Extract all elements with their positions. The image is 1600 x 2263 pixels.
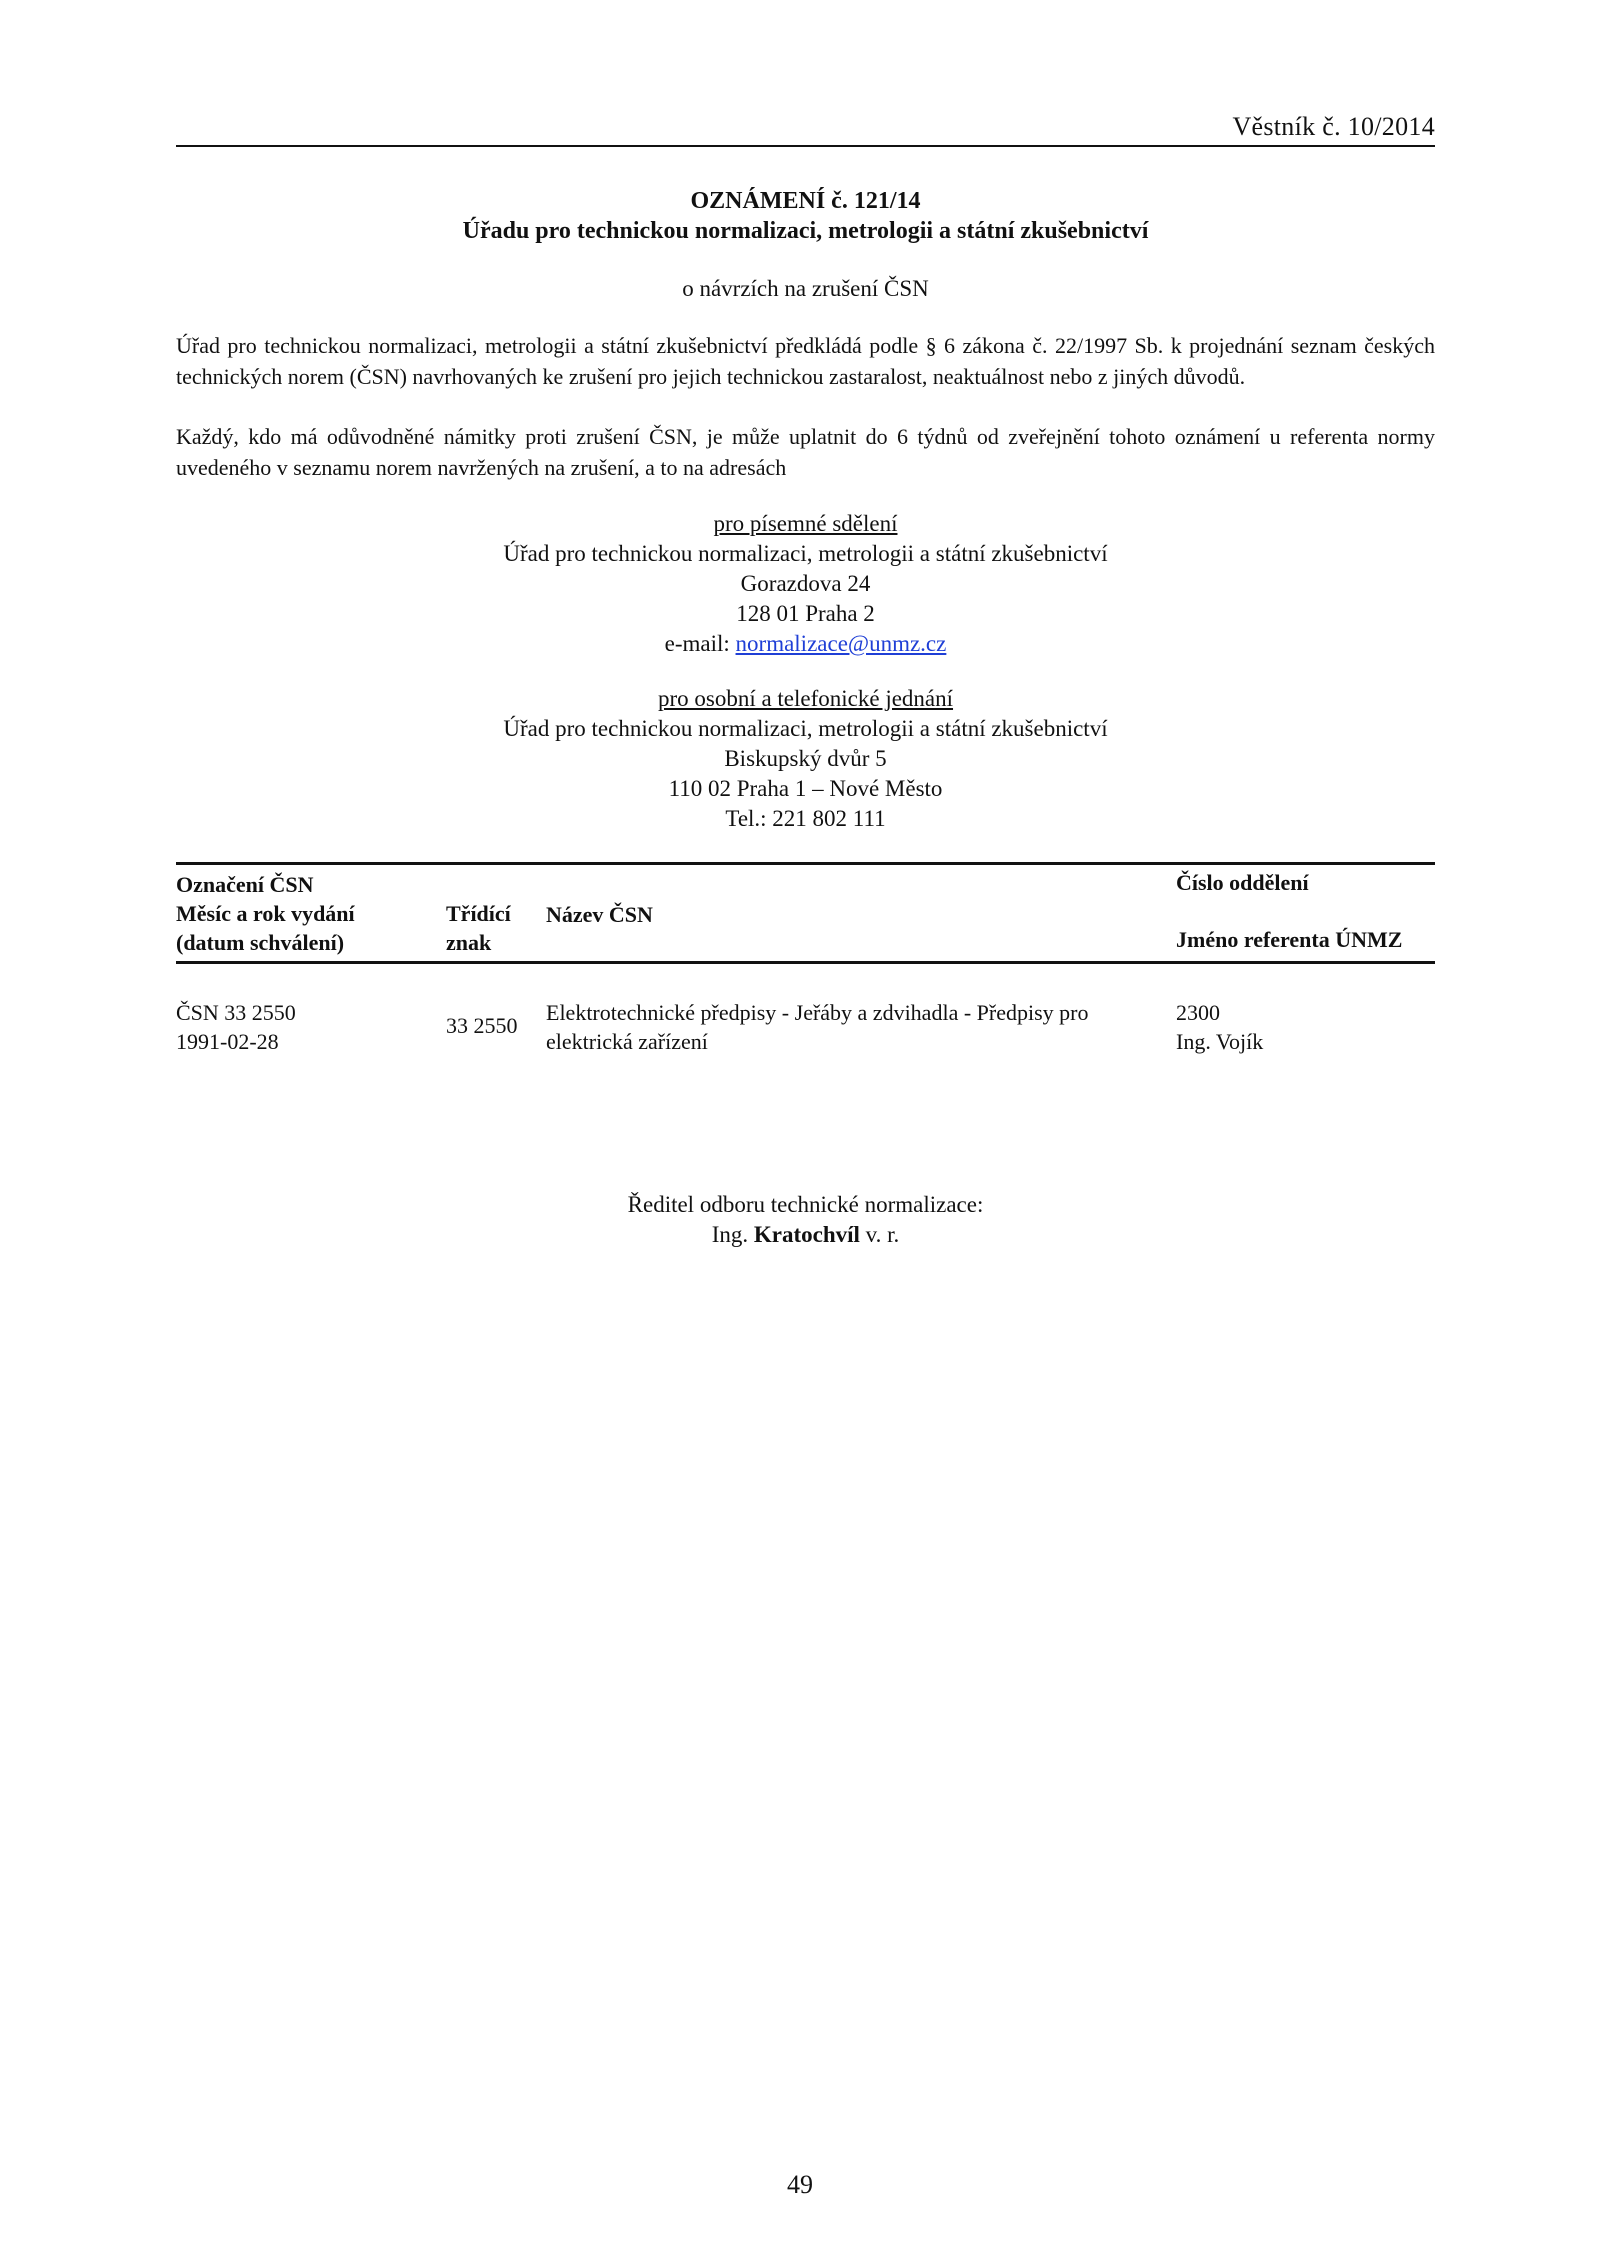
announcement-subject: o návrzích na zrušení ČSN	[682, 276, 929, 301]
header-rule	[176, 145, 1435, 147]
standards-table	[176, 862, 1435, 1074]
signature-block	[176, 1190, 1435, 1250]
header-class-code	[446, 899, 511, 957]
address-personal	[176, 684, 1435, 834]
address-written-city: 128 01 Praha 2	[736, 601, 875, 626]
address-written	[176, 509, 1435, 659]
email-link[interactable]: normalizace@unmz.cz	[735, 631, 947, 656]
intro-paragraph: Úřad pro technickou normalizaci, metrologii a státní zkušebnictví předkládá podle § 6 zákona č. 22/1997 Sb. k projednání seznam českých technických norem (ČSN) navrhovaných ke zrušení pro jejich technickou zastaralost, neaktuálnost nebo z jiných důvodů.	[176, 333, 1435, 389]
row-referent: Ing. Vojík	[1176, 1029, 1264, 1054]
header-designation	[176, 870, 355, 957]
header-approval-date-label: (datum schválení)	[176, 930, 345, 955]
address-personal-heading: pro osobní a telefonické jednání	[657, 686, 954, 711]
header-referent: Jméno referenta ÚNMZ	[1176, 927, 1403, 952]
signature-name-line	[176, 1220, 1435, 1250]
signature-prefix: Ing.	[711, 1222, 754, 1247]
address-written-org: Úřad pro technickou normalizaci, metrologii a státní zkušebnictví	[503, 541, 1108, 566]
signature-title: Ředitel odboru technické normalizace:	[627, 1192, 984, 1217]
page-number: 49	[787, 2170, 813, 2199]
header-name: Název ČSN	[546, 902, 653, 927]
address-written-street: Gorazdova 24	[740, 571, 871, 596]
signature-suffix: v. r.	[859, 1222, 900, 1247]
row-designation: ČSN 33 2550	[176, 1000, 296, 1025]
header-class-code-line1: Třídící	[446, 901, 511, 926]
address-personal-org: Úřad pro technickou normalizaci, metrologii a státní zkušebnictví	[503, 716, 1108, 741]
announcement-title: OZNÁMENÍ č. 121/14	[690, 188, 921, 214]
row-class-code: 33 2550	[446, 1013, 518, 1038]
header-designation-label: Označení ČSN	[176, 872, 314, 897]
row-department-cell	[1176, 998, 1263, 1056]
announcement-title-block	[176, 186, 1435, 304]
address-personal-street: Biskupský dvůr 5	[724, 746, 887, 771]
row-designation-cell	[176, 998, 296, 1056]
table-header	[176, 865, 1435, 964]
header-class-code-line2: znak	[446, 930, 492, 955]
address-written-heading: pro písemné sdělení	[713, 511, 898, 536]
header-issue-date-label: Měsíc a rok vydání	[176, 901, 355, 926]
address-personal-city: 110 02 Praha 1 – Nové Město	[668, 776, 943, 801]
row-name: Elektrotechnické předpisy - Jeřáby a zdvihadla - Předpisy pro elektrická zařízení	[546, 1000, 1089, 1054]
signature-name: Kratochvíl	[753, 1222, 860, 1247]
running-head: Věstník č. 10/2014	[1232, 112, 1435, 141]
issuing-office: Úřadu pro technickou normalizaci, metrologii a státní zkušebnictví	[462, 218, 1149, 244]
header-department: Číslo oddělení	[1176, 870, 1309, 895]
address-written-email-line	[176, 629, 1435, 659]
row-department: 2300	[1176, 1000, 1220, 1025]
row-date: 1991-02-28	[176, 1029, 279, 1054]
table-row	[176, 964, 1435, 1074]
objection-paragraph: Každý, kdo má odůvodněné námitky proti zrušení ČSN, je může uplatnit do 6 týdnů od zveřejnění tohoto oznámení u referenta normy uvedeného v seznamu norem navržených na zrušení, a to na adresách	[176, 424, 1435, 480]
address-personal-phone: Tel.: 221 802 111	[725, 806, 886, 831]
email-label: e-mail:	[664, 631, 736, 656]
